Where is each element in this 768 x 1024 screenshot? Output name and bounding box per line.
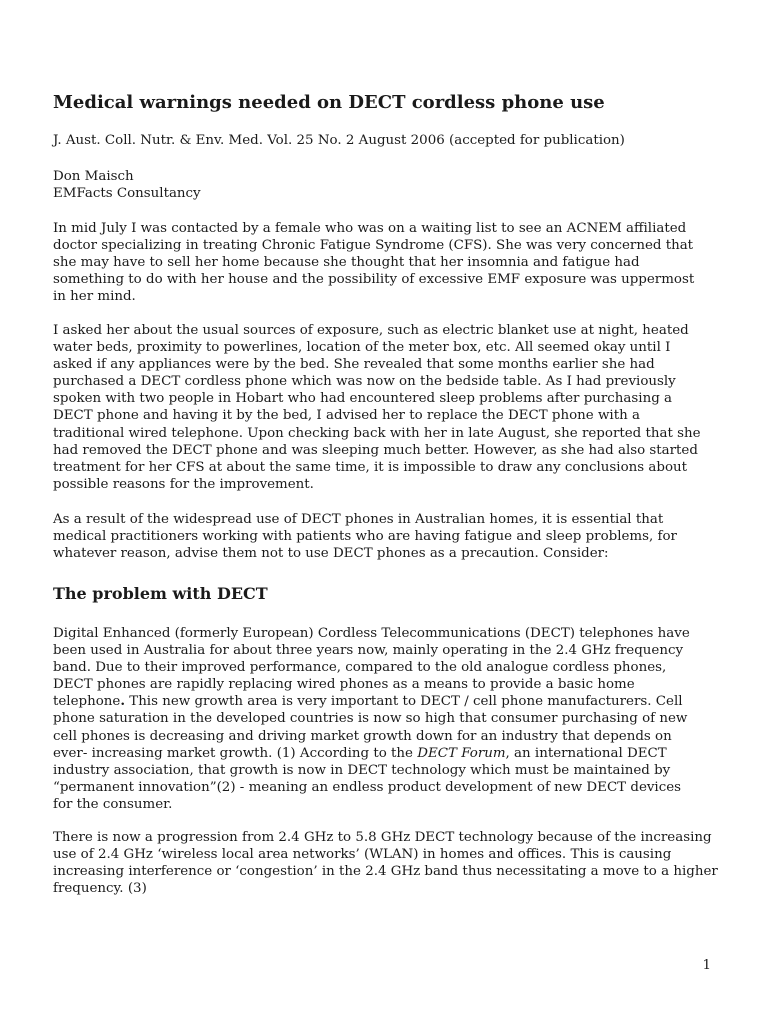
paragraph-2 <box>53 322 743 493</box>
paragraph-line: treatment for her CFS at about the same time, it is impossible to draw any conclusions about <box>53 459 688 475</box>
paragraph-line: she may have to sell her home because she thought that her insomnia and fatigue had <box>53 255 640 271</box>
paragraph-line: water beds, proximity to powerlines, location of the meter box, etc. All seemed okay until I <box>53 340 671 356</box>
paragraph-line: Digital Enhanced (formerly European) Cordless Telecommunications (DECT) telephones have <box>53 626 690 641</box>
bold-period: . <box>120 693 125 710</box>
italic-dect-forum: DECT Forum <box>417 745 506 761</box>
paragraph-line: “permanent innovation”(2) - meaning an endless product development of new DECT devices <box>53 779 682 795</box>
paragraph-5 <box>53 829 743 897</box>
paragraph-line: in her mind. <box>53 289 136 305</box>
paragraph-line: phone saturation in the developed countries is now so high that consumer purchasing of new <box>53 711 688 727</box>
paragraph-line: There is now a progression from 2.4 GHz to 5.8 GHz DECT technology because of the increasing <box>53 830 712 845</box>
paragraph-line: purchased a DECT cordless phone which was now on the bedside table. As I had previously <box>53 374 676 390</box>
section-heading: The problem with DECT <box>53 584 268 603</box>
paragraph-line: been used in Australia for about three years now, mainly operating in the 2.4 GHz frequency <box>53 643 684 659</box>
document-title: Medical warnings needed on DECT cordless phone use <box>53 92 605 113</box>
paragraph-line <box>53 745 743 762</box>
paragraph-line: I asked her about the usual sources of exposure, such as electric blanket use at night, heated <box>53 323 689 338</box>
paragraph-4 <box>53 625 743 813</box>
paragraph-line: for the consumer. <box>53 796 173 812</box>
paragraph-line: In mid July I was contacted by a female who was on a waiting list to see an ACNEM affiliated <box>53 221 687 236</box>
line-segment: telephone <box>53 694 121 710</box>
author-block <box>53 168 743 202</box>
paragraph-line: possible reasons for the improvement. <box>53 476 314 492</box>
line-segment: This new growth area is very important to DECT / cell phone manufacturers. Cell <box>125 694 683 710</box>
paragraph-line: spoken with two people in Hobart who had encountered sleep problems after purchasing a <box>53 391 673 407</box>
paragraph-line: something to do with her house and the possibility of excessive EMF exposure was uppermost <box>53 272 695 288</box>
paragraph-line: medical practitioners working with patients who are having fatigue and sleep problems, for <box>53 529 677 545</box>
paragraph-1 <box>53 220 743 305</box>
paragraph-line: traditional wired telephone. Upon checking back with her in late August, she reported that she <box>53 425 701 441</box>
paragraph-line: As a result of the widespread use of DECT phones in Australian homes, it is essential that <box>53 512 664 527</box>
page-number: 1 <box>702 958 711 973</box>
paragraph-line: whatever reason, advise them not to use DECT phones as a precaution. Consider: <box>53 546 609 562</box>
paragraph-line: doctor specializing in treating Chronic Fatigue Syndrome (CFS). She was very concerned that <box>53 238 694 254</box>
paragraph-line: increasing interference or ‘congestion’ in the 2.4 GHz band thus necessitating a move to a higher <box>53 864 718 880</box>
paragraph-line: band. Due to their improved performance, compared to the old analogue cordless phones, <box>53 660 667 676</box>
citation-text: J. Aust. Coll. Nutr. & Env. Med. Vol. 25 No. 2 August 2006 (accepted for publication) <box>53 133 625 148</box>
paragraph-line: frequency. (3) <box>53 881 147 897</box>
line-segment: ever- increasing market growth. (1) According to the <box>53 745 418 761</box>
paragraph-line: DECT phones are rapidly replacing wired phones as a means to provide a basic home <box>53 677 635 693</box>
paragraph-line: industry association, that growth is now in DECT technology which must be maintained by <box>53 762 671 778</box>
paragraph-3 <box>53 511 743 562</box>
paragraph-line: had removed the DECT phone and was sleeping much better. However, as she had also started <box>53 442 698 458</box>
citation <box>53 132 743 149</box>
line-segment: , an international DECT <box>505 745 667 761</box>
paragraph-line <box>53 693 743 710</box>
paragraph-line: asked if any appliances were by the bed. She revealed that some months earlier she had <box>53 357 655 373</box>
paragraph-line: cell phones is decreasing and driving market growth down for an industry that depends on <box>53 728 672 744</box>
author-name: Don Maisch <box>53 169 134 184</box>
paragraph-line: DECT phone and having it by the bed, I advised her to replace the DECT phone with a <box>53 408 640 424</box>
paragraph-line: use of 2.4 GHz ‘wireless local area networks’ (WLAN) in homes and offices. This is causing <box>53 847 672 863</box>
author-organization: EMFacts Consultancy <box>53 186 201 202</box>
